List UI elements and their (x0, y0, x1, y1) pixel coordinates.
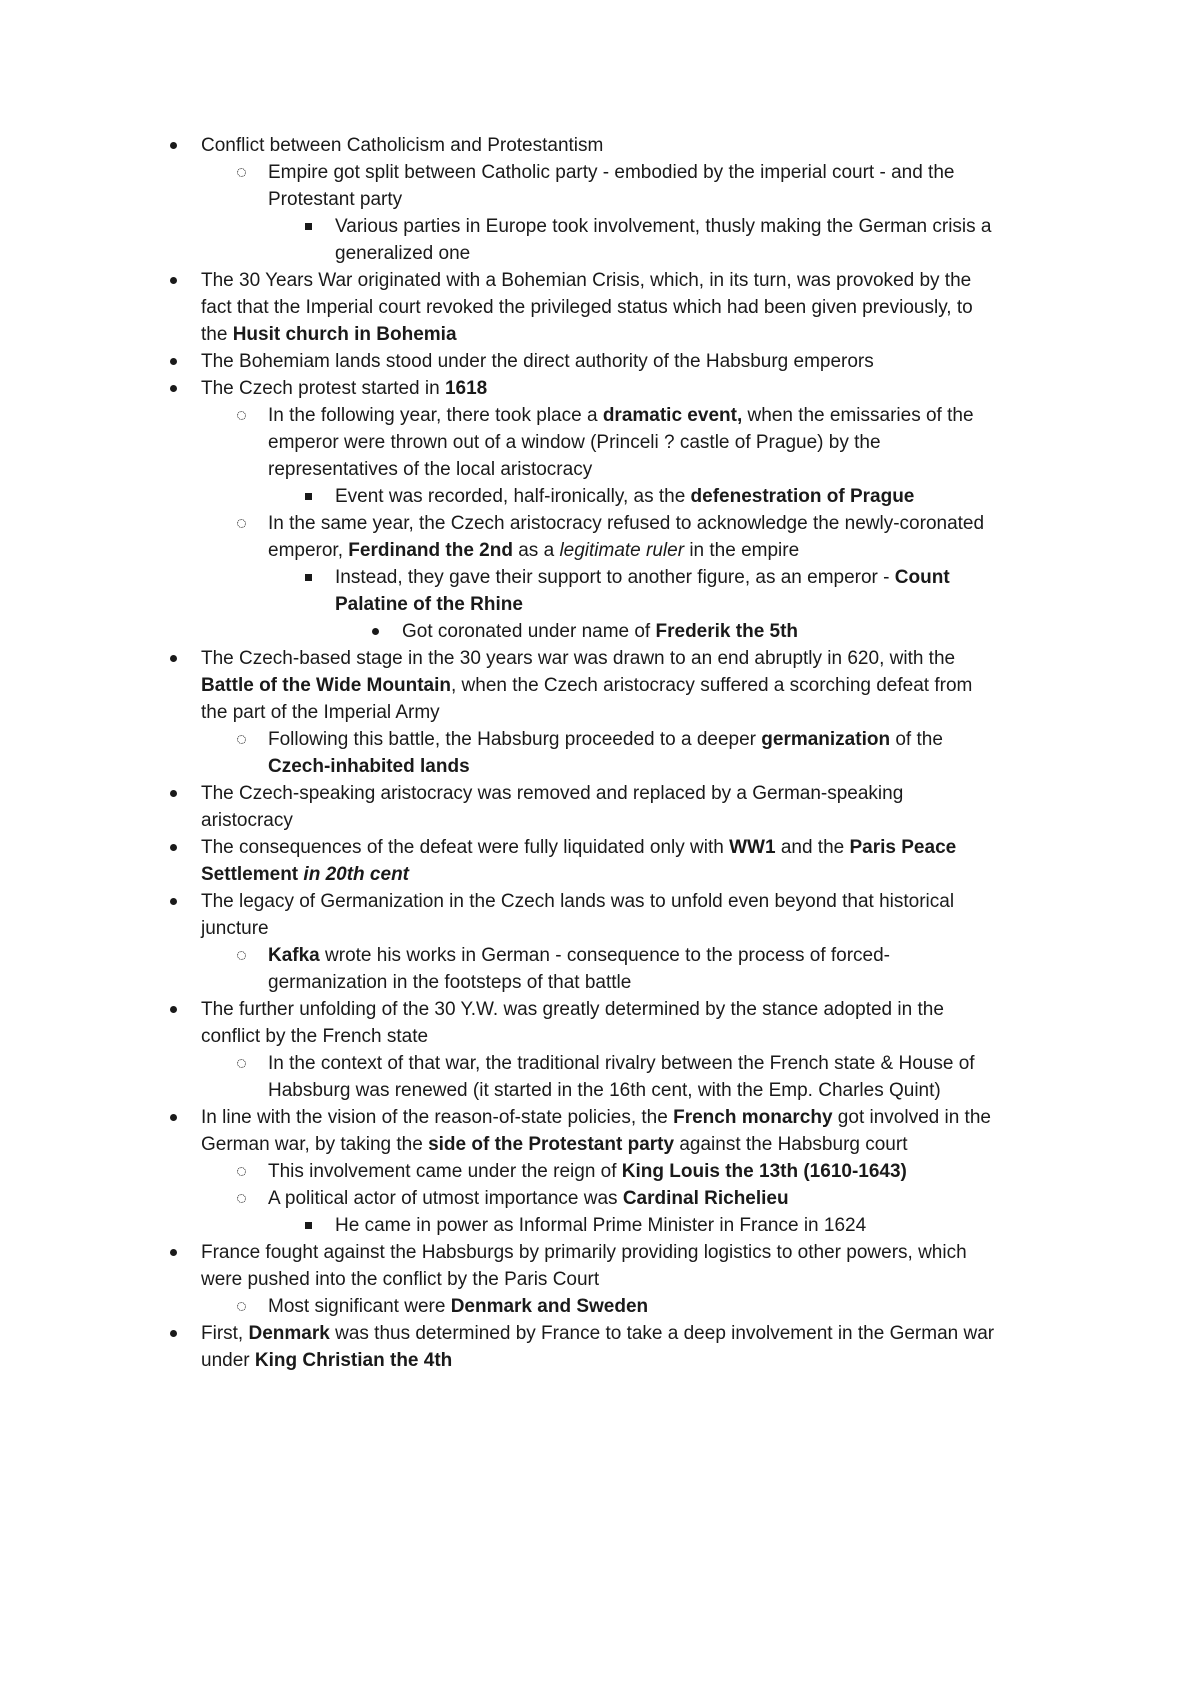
bold-text: Paris Peace Settlement (201, 837, 957, 885)
text-run: Empire got split between Catholic party - embodied by the imperial court - and the Protestant party (268, 162, 955, 210)
disc-bullet-icon (165, 267, 181, 294)
list-item-text (335, 213, 1000, 267)
text-run: , when the Czech aristocracy suffered a scorching defeat from the part of the Imperial Army (201, 675, 973, 723)
bold-italic-text: in 20th cent (303, 864, 409, 885)
list-item (0, 1293, 1000, 1320)
text-run: in the empire (684, 540, 800, 561)
list-item (0, 375, 1000, 402)
italic-text: legitimate ruler (559, 540, 685, 561)
text-run: of the (890, 729, 943, 750)
square-bullet-icon (300, 213, 316, 240)
bold-text: germanization (761, 729, 891, 750)
text-run: The Bohemiam lands stood under the direct authority of the Habsburg emperors (201, 351, 874, 372)
text-run: Instead, they gave their support to another figure, as an emperor - (335, 567, 895, 588)
text-run: Following this battle, the Habsburg proceeded to a deeper (268, 729, 762, 750)
bold-text: 1618 (444, 378, 488, 399)
list-item-text (402, 618, 1000, 645)
list-item (0, 1212, 1000, 1239)
bold-text: Count Palatine of the Rhine (335, 567, 950, 615)
list-item (0, 780, 1000, 834)
disc-bullet-icon (165, 1239, 181, 1266)
list-item-text (201, 888, 1000, 942)
square-bullet-icon (300, 564, 316, 591)
list-item-text (268, 159, 1000, 213)
list-item (0, 132, 1000, 159)
text-run: against the Habsburg court (674, 1134, 908, 1155)
bold-text: Cardinal Richelieu (622, 1188, 789, 1209)
bold-text: Frederik the 5th (655, 621, 799, 642)
text-run: Got coronated under name of (402, 621, 656, 642)
bold-text: Husit church in Bohemia (232, 324, 457, 345)
list-item (0, 834, 1000, 888)
text-run: The Czech-speaking aristocracy was removed and replaced by a German-speaking aristocracy (201, 783, 904, 831)
list-item (0, 618, 1000, 645)
list-item-text (201, 1104, 1000, 1158)
list-item-text (335, 483, 1000, 510)
bold-text: Denmark (248, 1323, 330, 1344)
ring-bullet-icon (233, 159, 249, 186)
list-item-text (268, 726, 1000, 780)
disc-bullet-icon (165, 375, 181, 402)
list-item-text (201, 1239, 1000, 1293)
square-bullet-icon (300, 1212, 316, 1239)
list-item (0, 942, 1000, 996)
text-run: got involved in the German war, by taking the (201, 1107, 991, 1155)
text-run: In the same year, the Czech aristocracy refused to acknowledge the newly-coronated emperor, (268, 513, 985, 561)
list-item (0, 267, 1000, 348)
list-item-text (268, 1158, 1000, 1185)
text-run: wrote his works in German - consequence to the process of forced-germanization in the footsteps of that battle (268, 945, 891, 993)
ring-bullet-icon (233, 1185, 249, 1212)
disc-bullet-icon (165, 348, 181, 375)
text-run: The Czech protest started in (201, 378, 445, 399)
list-item-text (201, 1320, 1000, 1374)
list-item-text (268, 402, 1000, 483)
bold-text: Denmark and Sweden (450, 1296, 649, 1317)
bold-text: Kafka (268, 945, 320, 966)
text-run: This involvement came under the reign of (268, 1161, 622, 1182)
list-item (0, 645, 1000, 726)
list-item-text (201, 645, 1000, 726)
text-run: The Czech-based stage in the 30 years war was drawn to an end abruptly in 620, with the (201, 648, 956, 669)
text-run: as a (512, 540, 560, 561)
list-item (0, 996, 1000, 1050)
bold-text: Battle of the Wide Mountain (201, 675, 451, 696)
bold-text: WW1 (729, 837, 776, 858)
text-run: Most significant were (268, 1296, 451, 1317)
text-run: The 30 Years War originated with a Bohemian Crisis, which, in its turn, was provoked by the fact that the Imperial court revoked the privileged status which had been given previously, to the (201, 270, 973, 345)
list-item (0, 1185, 1000, 1212)
bold-text: defenestration of Prague (690, 486, 915, 507)
list-item-text (201, 834, 1000, 888)
bold-text: Czech-inhabited lands (268, 756, 470, 777)
disc-bullet-icon (165, 645, 181, 672)
ring-bullet-icon (233, 402, 249, 429)
ring-bullet-icon (233, 1293, 249, 1320)
list-item-text (335, 1212, 1000, 1239)
list-item (0, 726, 1000, 780)
disc-bullet-icon (165, 1320, 181, 1347)
list-item (0, 213, 1000, 267)
ring-bullet-icon (233, 1158, 249, 1185)
bold-text: French monarchy (673, 1107, 833, 1128)
disc-bullet-icon (165, 132, 181, 159)
text-run: In the context of that war, the traditional rivalry between the French state & House of Habsburg was renewed (it started in the 16th cent, with the Emp. Charles Quint) (268, 1053, 975, 1101)
disc-bullet-icon (165, 780, 181, 807)
list-item (0, 1050, 1000, 1104)
text-run: He came in power as Informal Prime Minister in France in 1624 (335, 1215, 867, 1236)
ring-bullet-icon (233, 726, 249, 753)
disc-bullet-icon (165, 1104, 181, 1131)
list-item (0, 564, 1000, 618)
text-run: Conflict between Catholicism and Protestantism (201, 135, 604, 156)
text-run: Event was recorded, half-ironically, as the (335, 486, 691, 507)
text-run: and the (775, 837, 850, 858)
list-item-text (201, 375, 1000, 402)
list-item-text (201, 132, 1000, 159)
list-item-text (268, 1050, 1000, 1104)
text-run: A political actor of utmost importance was (268, 1188, 623, 1209)
ring-bullet-icon (233, 1050, 249, 1077)
disc-bullet-icon (165, 834, 181, 861)
list-item-text (268, 510, 1000, 564)
list-item (0, 1320, 1000, 1374)
text-run: In line with the vision of the reason-of-state policies, the (201, 1107, 674, 1128)
text-run: The consequences of the defeat were fully liquidated only with (201, 837, 730, 858)
bold-text: Ferdinand the 2nd (348, 540, 513, 561)
list-item-text (335, 564, 1000, 618)
text-run: The legacy of Germanization in the Czech lands was to unfold even beyond that historical juncture (201, 891, 955, 939)
ring-bullet-icon (233, 942, 249, 969)
bullet-list (0, 132, 1100, 1374)
text-run: when the emissaries of the emperor were thrown out of a window (Princeli ? castle of Prague) by the representatives of the local aristocracy (268, 405, 974, 480)
disc-bullet-icon (367, 618, 383, 645)
text-run: In the following year, there took place a (268, 405, 603, 426)
list-item (0, 1104, 1000, 1158)
ring-bullet-icon (233, 510, 249, 537)
square-bullet-icon (300, 483, 316, 510)
list-item (0, 348, 1000, 375)
text-run: The further unfolding of the 30 Y.W. was greatly determined by the stance adopted in the conflict by the French state (201, 999, 944, 1047)
bold-text: side of the Protestant party (428, 1134, 675, 1155)
bold-text: King Louis the 13th (1610-1643) (621, 1161, 907, 1182)
list-item-text (201, 996, 1000, 1050)
list-item-text (201, 267, 1000, 348)
list-item (0, 159, 1000, 213)
list-item-text (201, 780, 1000, 834)
list-item (0, 888, 1000, 942)
bold-text: dramatic event, (602, 405, 743, 426)
text-run: Various parties in Europe took involvement, thusly making the German crisis a generalized one (335, 216, 992, 264)
disc-bullet-icon (165, 996, 181, 1023)
list-item-text (268, 942, 1000, 996)
text-run: was thus determined by France to take a deep involvement in the German war under (201, 1323, 995, 1371)
list-item (0, 1239, 1000, 1293)
list-item (0, 510, 1000, 564)
list-item (0, 1158, 1000, 1185)
text-run: France fought against the Habsburgs by primarily providing logistics to other powers, which were pushed into the conflict by the Paris Court (201, 1242, 967, 1290)
bold-text: King Christian the 4th (254, 1350, 453, 1371)
text-run: First, (201, 1323, 249, 1344)
list-item-text (268, 1293, 1000, 1320)
list-item (0, 483, 1000, 510)
list-item-text (268, 1185, 1000, 1212)
list-item (0, 402, 1000, 483)
disc-bullet-icon (165, 888, 181, 915)
list-item-text (201, 348, 1000, 375)
